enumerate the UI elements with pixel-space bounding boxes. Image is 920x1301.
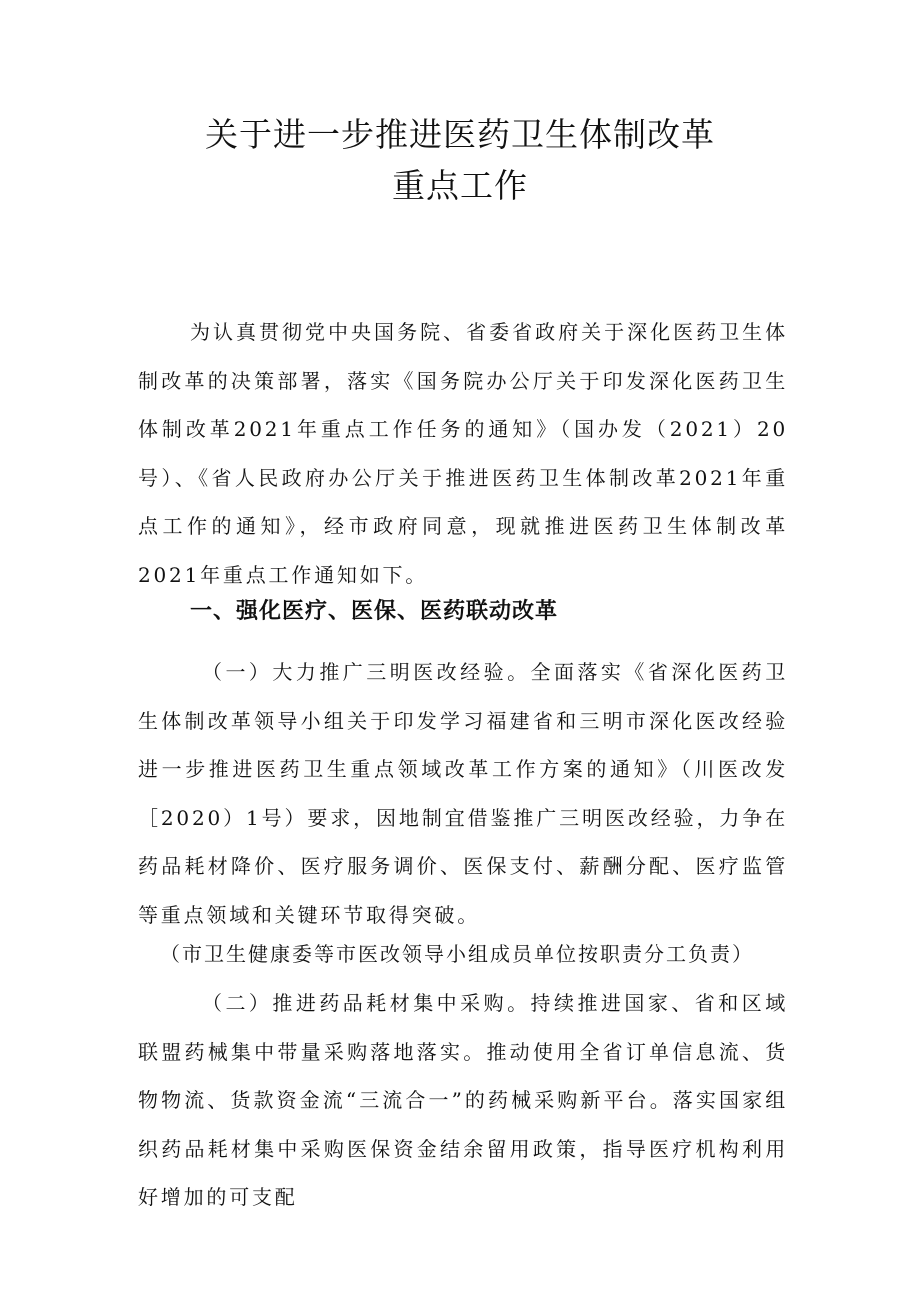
item-1-responsible-units: （市卫生健康委等市医改领导小组成员单位按职责分工负责） (160, 942, 754, 966)
document-title-line-2: 重点工作 (392, 166, 528, 205)
item-1-paragraph: （一）大力推广三明医改经验。全面落实《省深化医药卫生体制改革领导小组关于印发学习福建省和三明市深化医改经验进一步推进医药卫生重点领域改革工作方案的通知》（川医改发［2020）1号）要求，因地制宜借鉴推广三明医改经验，力争在药品耗材降价、医疗服务调价、医保支付、薪酬分配、医疗监管等重点领域和关键环节取得突破。 (138, 660, 788, 927)
document-title-line-1: 关于进一步推进医药卫生体制改革 (205, 115, 715, 154)
section-1-heading: 一、强化医疗、医保、医药联动改革 (190, 599, 559, 624)
intro-paragraph: 为认真贯彻党中央国务院、省委省政府关于深化医药卫生体制改革的决策部署，落实《国务院办公厅关于印发深化医药卫生体制改革2021年重点工作任务的通知》（国办发（2021）20号）、《省人民政府办公厅关于推进医药卫生体制改革2021年重点工作的通知》，经市政府同意，现就推进医药卫生体制改革2021年重点工作通知如下。 (138, 320, 788, 587)
item-2-paragraph: （二）推进药品耗材集中采购。持续推进国家、省和区域联盟药械集中带量采购落地落实。推动使用全省订单信息流、货物物流、货款资金流“三流合一”的药械采购新平台。落实国家组织药品耗材集中采购医保资金结余留用政策，指导医疗机构利用好增加的可支配 (138, 991, 788, 1209)
